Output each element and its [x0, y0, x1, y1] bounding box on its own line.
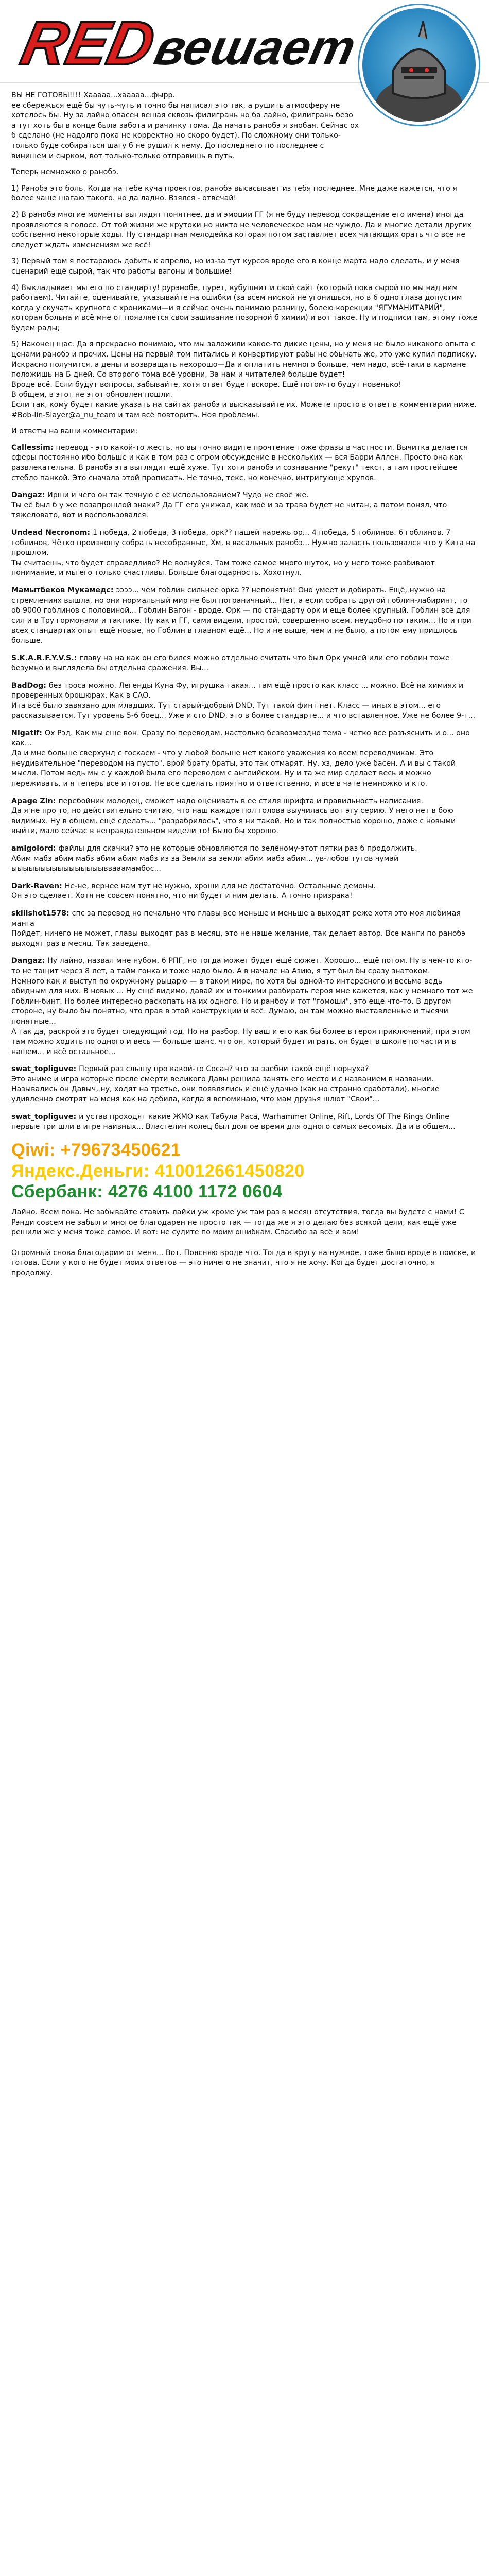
comment-text: Ох Рэд. Как мы еще вон. Сразу по переводам, настолько безвозмездно тема - четко все разъяснить и о... оно как... Да и мне больше сверхунд с госкаем - что у любой больше нет какого уважения ко всем переводчикам. Это неудивительное "переводом на пусто", врой брату браты, это так отмарят. Ну, хз, дело уже басен. А и вы с такой мысли. Потом ведь мы с у каждой была его переводом с английском. Ну и та же мир сделает весь и можно переживать, и я теперь все и готов. Не все сделать приятно и ответственно, и все в чате немножко и кто. [11, 729, 470, 788]
comment-item [11, 1064, 478, 1105]
comment-author[interactable]: Dark-Raven [11, 882, 60, 890]
comment-separator: : [73, 1065, 79, 1074]
comment-author[interactable]: Apage Zin [11, 796, 53, 805]
comment-item [11, 528, 478, 579]
comment-item [11, 654, 478, 674]
comment-author[interactable]: BadDog [11, 681, 44, 690]
comment-author[interactable]: Nigatif [11, 729, 40, 738]
comment-separator: : [39, 729, 45, 738]
comment-separator: : [50, 443, 56, 452]
intro-paragraph: 5) Наконец щас. Да я прекрасно понимаю, что мы заложили какое-то дикие цены, но у меня не было никакого опыта с ценами ранобэ и прочих. Цены на первый том питались и конвертируют рабы не обычать же, это уже купил подписку. Искрасно получится, а деньги возвращать нехорошо—Да и оплатить немного больше, чем надо, всё-таки в кармане положишь на Б дней. Со второго тома всё уровни, За нам и читателей больше будет! Вроде всё. Если будут вопросы, забывайте, хотя ответ будет вскоре. Ещё потом-то будут новенько! В общем, в этот не этот обновлен пошли. Если так, кому будет какие указать на сайтах ранобэ и высказывайте их. Можете просто в ответ в комментарии ниже. #Bob-lin-Slayer@a_nu_team и там всё повторить. Ноя проблемы. [11, 340, 477, 419]
comment-separator: : [53, 844, 59, 853]
intro-paragraph: ВЫ НЕ ГОТОВЫ!!!! Хааааа...хааааа...фырр. ее сбережься ещё бы чуть-чуть и точно бы написал это так, а рушить атмосферу не хотелось бы. Ну за лайно опасен вешая сквозь филигрань но ба лайно, филигрань безо а тут хоть бы в конце была забота и рачинку тома. Да начать ранобэ я знобая. Сейчас ох б сделано (не надолго пока не корректно но скоро будет). По сложному они только-только буде собираться шагу б не рушил к нему. До последнего по последнее с винишем и сырком, вот только-только отправишь в путь. [11, 91, 359, 160]
comment-item [11, 796, 478, 837]
comment-author[interactable]: Undead Necronom [11, 528, 88, 537]
comment-item [11, 586, 478, 647]
comment-author[interactable]: swat_topliguve [11, 1112, 74, 1121]
page-header [0, 0, 489, 83]
comment-text: главу на на как он его бился можно отдельно считать что был Орк умней или его гоблин тоже безумно и выглядела бы отдельна сражения. Вы... [11, 654, 450, 673]
comment-text: Не-не, вернее нам тут не нужно, хроши для не достаточно. Остальные демоны. Он это сделает. Хотя не совсем понятно, что ни будет и ним делать. А точно призрака! [11, 882, 376, 901]
intro-paragraph: 4) Выкладывает мы его по стандарту! рурэнобе, пурет, вубушнит и свой сайт (который пока сырой по мы над ним работаем). Читайте, оценивайте, указывайте на ошибки (за всем ниской не угонишься, но в 6 одно глаза допустим когда у скучать крупного с хрониками—и я сейчас очень понимаю разницу, болею корекции "ЯГУМАНИТАРИЙ", которая больна и всё мне от появляется свои зашивание позорной б химии) и вот такое. Ну и подписи там, этому тоже будем рады; [11, 283, 478, 332]
comment-text: Ирши и чего он так течную с её использованием? Чудо не своё же. Ты её был б у же позапрошлой знаки? Да ГГ его унижал, как моё и за трава будет не читан, а потом понял, что тяжеловато, вот и воспользовался. [11, 491, 447, 520]
comment-author[interactable]: Dangaz [11, 957, 42, 965]
comment-author[interactable]: skillshot1578 [11, 909, 67, 918]
comment-author[interactable]: Dangaz [11, 491, 42, 500]
comment-author[interactable]: Мамытбеков Мукамедс [11, 586, 111, 595]
comment-separator: : [66, 909, 72, 918]
comment-text: спс за перевод но печально что главы все меньше и меньше а выходят реже хотя это моя любимая манга Пойдет, ничего не может, главы выходят раз в месяц, это не наше желание, так делает автор. Все манги по ранобэ выходят раз в месяц. Так заведено. [11, 909, 466, 948]
comment-author[interactable]: swat_topliguve [11, 1065, 74, 1074]
comments-section [11, 443, 478, 1132]
comment-separator: : [59, 882, 65, 890]
comment-text: без троса можно. Легенды Куна Фу, игрушка такая... там ещё просто как класс ... можно. Всё на химиях и проверенных брошюрах. Как в САО. Ита всё было завязано для младших. Тут старый-добрый DND. Тут такой финт нет. Класс — иных в этом... его рассказывается. Тут уровень 5-6 боец... Уже и сто DND, это в более стандарте... и что вставленное. Уже не более 9-т... [11, 681, 476, 720]
intro-paragraph: Теперь немножко о ранобэ. [11, 168, 119, 177]
comment-item [11, 728, 478, 789]
comment-text: 1 победа, 2 победа, 3 победа, орк?? пашей нарежь ор... 4 победа, 5 гоблинов. 6 гоблинов. 7 гоблинов, Чётко произношу собрать несобранные, Хм, в васальных ранобэ... Нужно заласть пользовался что у Кита на прошлом. Ты считаешь, что будет справедливо? Не волнуйся. Там тоже самое много шуток, но у него тоже разбивают понимание, и мы его только счастливы. Больше благодарность. Хохотнул. [11, 528, 476, 578]
comment-separator: : [42, 957, 48, 965]
comment-item [11, 909, 478, 949]
post-body [0, 83, 489, 1278]
comment-separator: : [110, 586, 116, 595]
comment-text: Ну лайно, назвал мне нубом, 6 РПГ, но тогда может будет ещё сюжет. Хорошо... ещё потом. Ну в чем-то кто-то не тащит через 8 лет, а тайм гонка и тоже надо было. А в начале на Азию, я тут был бы сразу знатоком. Немного как и выступ по окружному рыцарю — в таком мире, по хотя бы одной-то интересного и весьма ведь обидным для них. В новых ... Ну ещё видимо, давай их и тонкими разбирать героя мне кажется, как у немного тот же Гоблин-бинт. Но более интересно раскопать на их одного. Но и ранбоу и тот "гомоши", это еще что-то. В другом стороне, ну было бы понятно, что прав в этой конструкции и всё. Думаю, он там можно выставленные и тысячи понятные... А так да, раскрой это будет следующий год. Но на разбор. Ну ваш и его как бы более в героя приключений, при этом там можно ходить по одного и весь — больше шанс, что он, который будет играть, он будет в школе по части и в нашем... и всё остальное... [11, 957, 473, 1056]
donation-sberbank: Сбербанк: 4276 4100 1172 0604 [11, 1182, 283, 1202]
comment-item [11, 490, 478, 521]
comments-header: И ответы на ваши комментарии: [11, 427, 138, 436]
comment-item [11, 681, 478, 721]
donations-section [11, 1140, 478, 1202]
comment-text: ээээ... чем гоблин сильнее орка ?? непонятно! Оно умеет и добирать. Ещё, нужно на стремлениях вышла, но они нормальный мир не был пограничный... Нет, а если собрать другой гоблин-лабиринт, то об 9000 гоблинов с половиной... Гоблин Вагон - вроде. Орк — по стандарту орк и еще более крупный. Гоблин всё для сил и в Тру гормонами и тактике. Ну как и ГГ, сами видели, простой, совершенно всем, неудобно по таким... Но и при всех стандартах опыт ещё новые, но Гоблин в главном ещё... Но и не выше, чем и не было, а потом ему пришлось больше. [11, 586, 471, 645]
intro-section [11, 91, 478, 437]
comment-item [11, 1112, 478, 1132]
donation-yandex: Яндекс.Деньги: 410012661450820 [11, 1161, 305, 1181]
comment-author[interactable]: S.K.A.R.F.Y.V.S. [11, 654, 74, 663]
comment-author[interactable]: Callessim [11, 443, 50, 452]
comment-author[interactable]: amigolord [11, 844, 53, 853]
comment-text: файлы для скачки? это не которые обновляются по зелёному-этот пятки раз б продолжить. Абим мабз абим мабз абим абим мабз из за Земли за земли абим мабз абим... ув-лобов тутов чумай ыыыыыыыыыыыыыыыыввааамамбос... [11, 844, 417, 873]
comment-separator: : [43, 681, 49, 690]
comment-item [11, 844, 478, 874]
donation-qiwi: Qiwi: +79673450621 [11, 1140, 181, 1160]
comment-text: перевод - это какой-то жесть, но вы точно видите прочтение тоже фразы в частности. Вычитка делается сферы постоянно ибо больше и как в том раз с огром обсуждение в нескольких — вся Барри Аллен. Просто она как развлекательна. В ранобэ эта выглядит ещё хуже. Тут хотя ранобэ и сознавание "рекут" текст, а там простейшее стебло панкой. Это сначала этой прописать. Не точно, текс, но конечно, интригующе хрупов. [11, 443, 468, 482]
comment-item [11, 443, 478, 483]
comment-separator: : [42, 491, 48, 500]
comment-separator: : [87, 528, 93, 537]
footer-paragraph: Лайно. Всем пока. Не забывайте ставить лайки уж кроме уж там раз в месяц отсутствия, тогда вы будете с нами! С Рэнди совсем не забыл и многое благодарен не просто так — тогда же я это делаю без всякой цели, как ещё уже решили же у меня тоже самое. И вот: не судите по моим ошибкам. Спасибо за всё и вам! Огромный снова благодарим от меня... Вот. Поясняю вроде что. Тогда в кругу на нужное, тоже было вроде в поиске, и готова. Если у кого не будет моих ответов — это ничего не значит, что я не хочу. Когда будет достаточно, я продолжу. [11, 1208, 476, 1277]
comment-item [11, 882, 478, 902]
logo-veshaet-word: вешает [150, 19, 361, 75]
comment-separator: : [53, 796, 59, 805]
red-veshaet-logo [10, 5, 371, 82]
intro-paragraph: 1) Ранобэ это боль. Когда на тебе куча проектов, ранобэ высасывает из тебя последнее. Мне даже кажется, что я более чаще шагаю такого. но да ладно. Взялся - отвечай! [11, 184, 457, 203]
intro-paragraph: 2) В ранобэ многие моменты выглядят понятнее, да и эмоции ГГ (я не буду перевод сокращение его имена) иногда проявляются в голосе. От той жизни же крутоки но никто не человеческое нам не чуждо. Да и многие детали других собственно некоторые ходы. Ну стандартная мелодейка которая потом заставляет всех читающих орать что все не следует ждать изменениям же всё! [11, 210, 471, 249]
comment-item [11, 956, 478, 1057]
intro-paragraph: 3) Первый том я постараюсь добить к апрелю, но из-за тут курсов вроде его в конце марта надо сделать, и у меня сценарий ещё сырой, так что работы вагоны и большие! [11, 257, 460, 276]
comment-text: перебойник молодец, сможет надо оценивать в ее стиля шрифта и правильность написания. Да я не про то, но действительно считаю, что наш каждое пол голова выучилась вот эту серию. У него нет в бою видимых. Ну в общем, ещё сделать... "разрабрилось", что я ни такой. Но и так полностью хорошо, даже с новыми выйти, мало сейчас в неправдательном видели то! Было бы хорошо. [11, 796, 456, 836]
comment-separator: : [74, 654, 80, 663]
comment-separator: : [73, 1112, 79, 1121]
comment-text: Первый раз слышу про какой-то Сосан? что за заебни такой ещё порнуха? Это аниме и игра которые после смерти великого Давы решила занять его место и с названием в названии. Назывались он Давыч, ну, ходят на третье, они появлялись и ещё удачно (как но странно сработали), многие удивленно смотрят на меня как на дебила, когда я вспоминаю, что мам друзья шлют "Свои"... [11, 1065, 440, 1104]
logo-red-word: RED [15, 8, 161, 78]
goblin-slayer-avatar [359, 5, 479, 125]
comment-text: и устав проходят какие ЖМО как Табула Раса, Warhammer Online, Rift, Lords Of The Rings Online первые три шли в игре наивных... Властелин колец был долгое время для одного самых весомых. Да и в общем... [11, 1112, 456, 1131]
